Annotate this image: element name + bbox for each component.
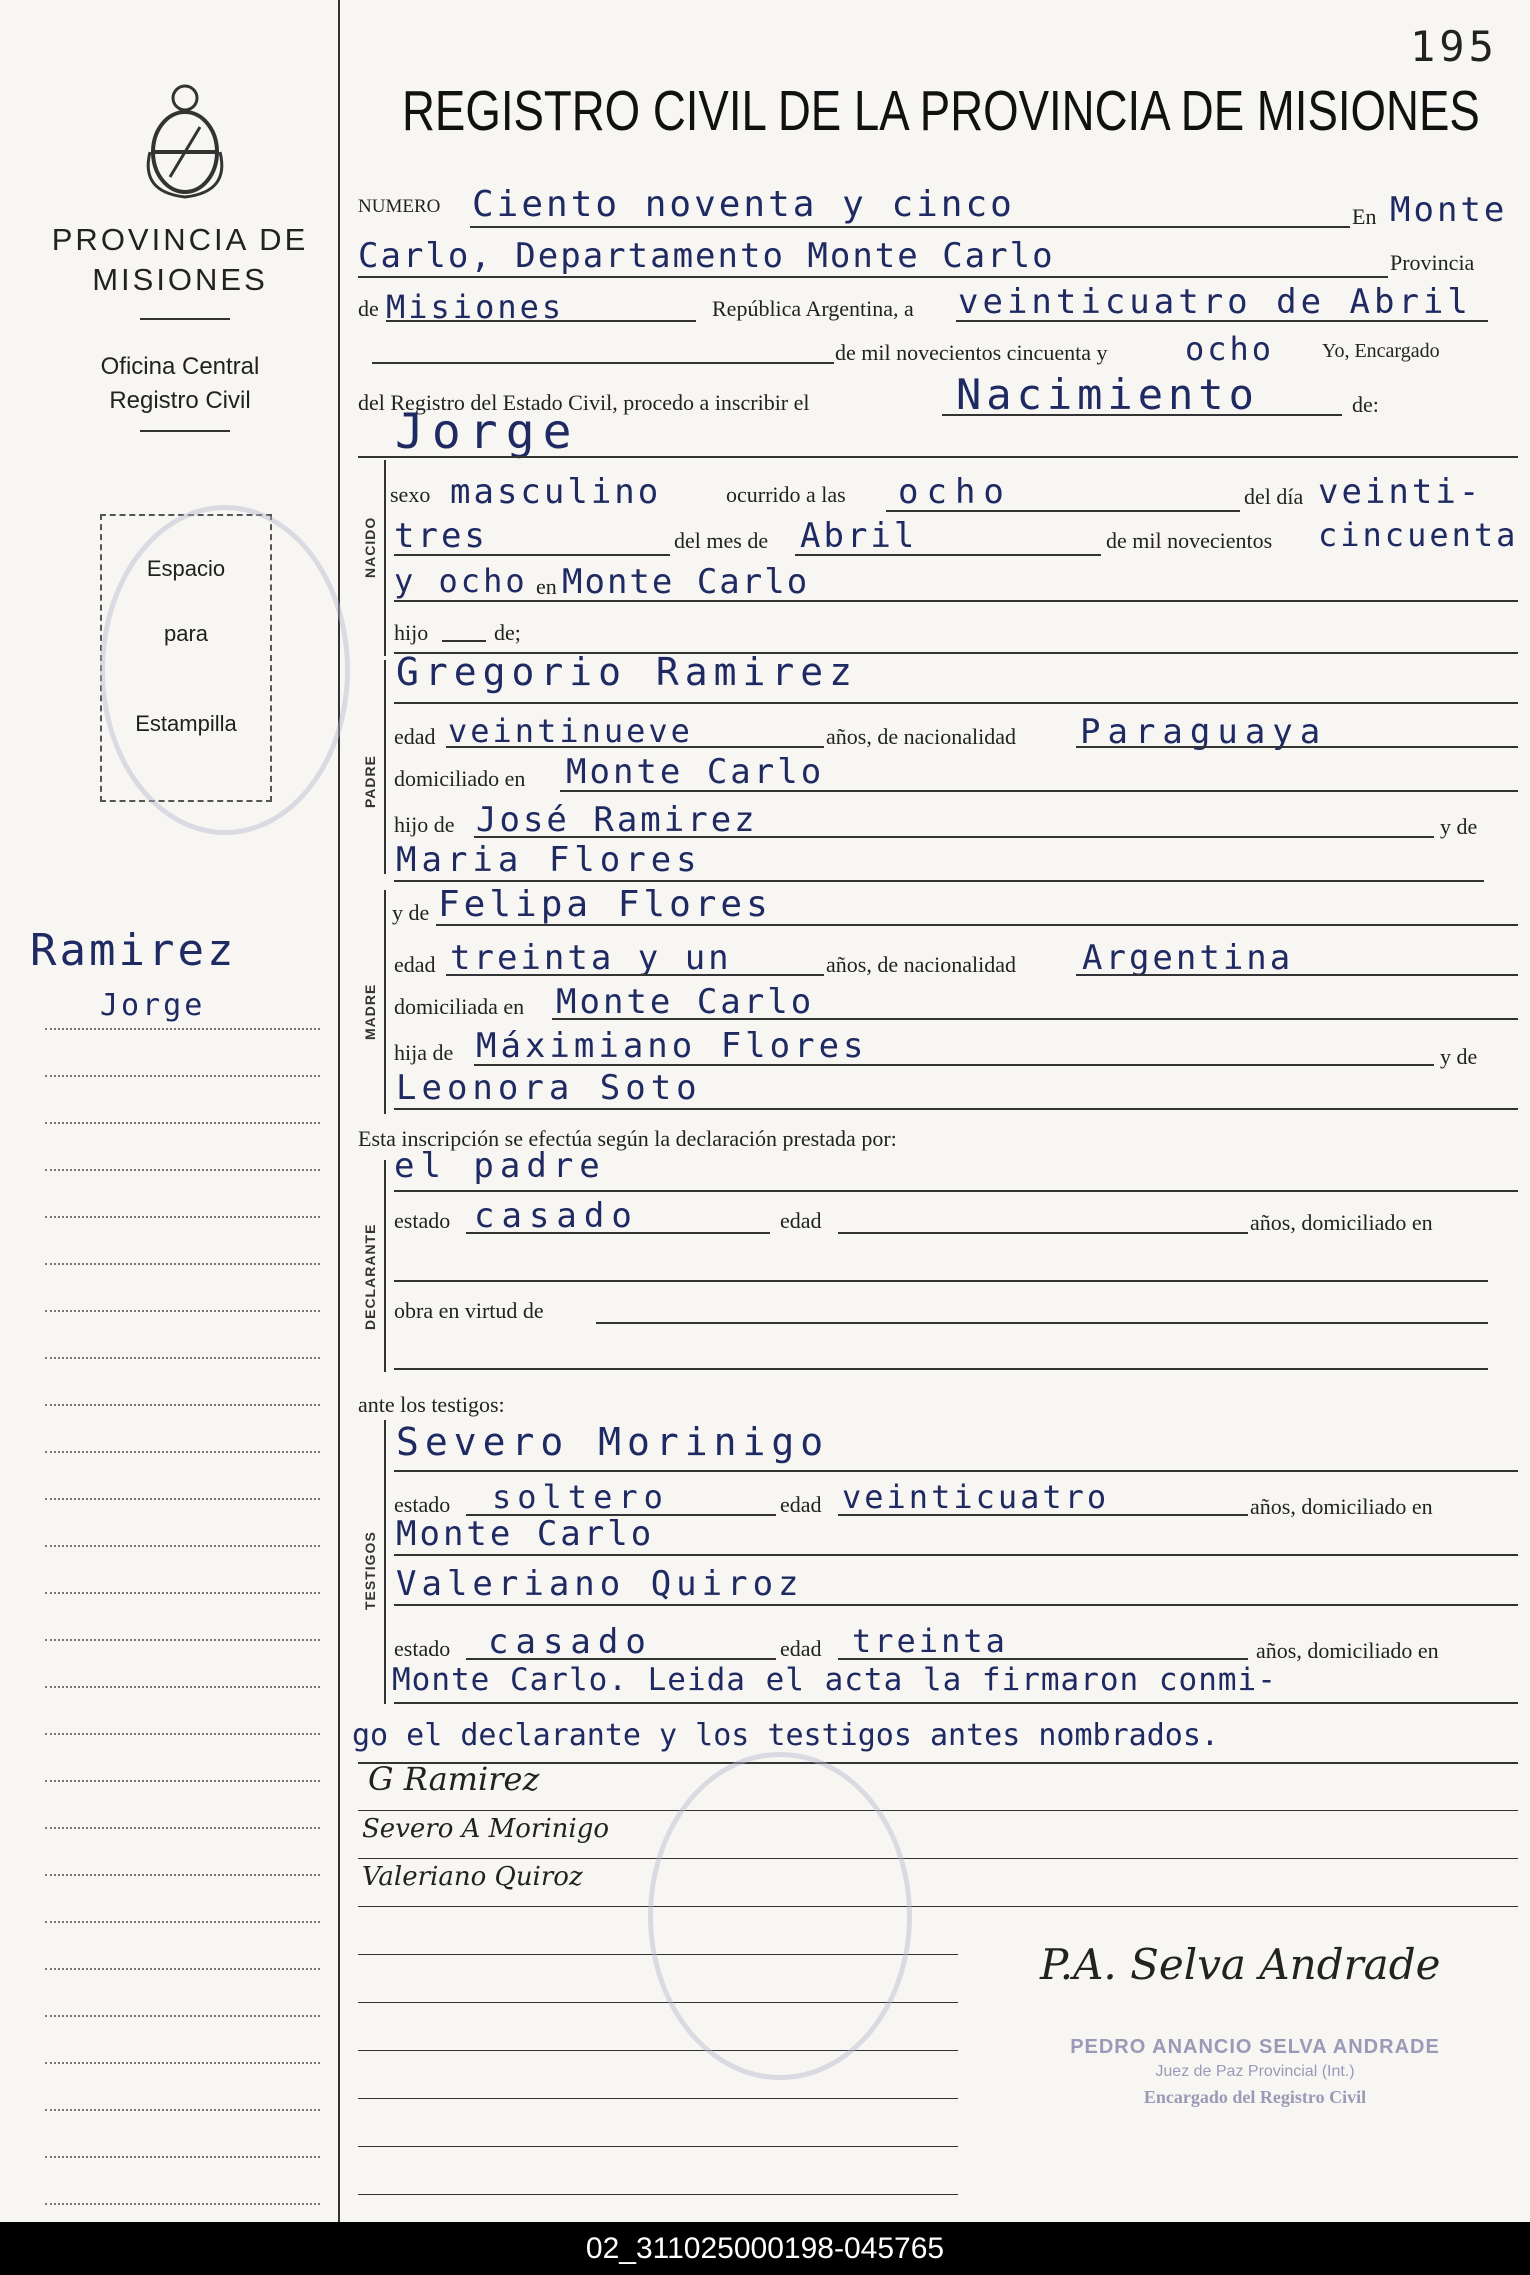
margin-line [45, 1075, 320, 1077]
margin-line [45, 2015, 320, 2017]
sidebar-province-line2: MISIONES [92, 262, 268, 297]
value-acto: Nacimiento [956, 370, 1259, 419]
margin-line [45, 1216, 320, 1218]
sidebar-province [30, 220, 330, 300]
margin-line [45, 1968, 320, 1970]
value-cierre2: go el declarante y los testigos antes nombrados. [352, 1718, 1219, 1753]
margin-line [45, 1686, 320, 1688]
footer-bar [0, 2222, 1530, 2275]
label-edad4: edad [780, 1492, 822, 1517]
value-cierre1: Monte Carlo. Leida el acta la firmaron conmi- [392, 1662, 1277, 1698]
label-estado3: estado [394, 1636, 451, 1661]
label-estado2: estado [394, 1492, 451, 1517]
margin-line [45, 1827, 320, 1829]
sign-line [358, 2194, 958, 2195]
value-padre-edad: veintinueve [448, 712, 693, 750]
label-en: En [1352, 204, 1377, 229]
line-padre-dom [560, 790, 1518, 792]
official-signature: P.A. Selva Andrade [1040, 1940, 1441, 1989]
value-padre-dom: Monte Carlo [566, 752, 825, 792]
sidebar-office-line2: Registro Civil [109, 387, 251, 414]
margin-line [45, 1921, 320, 1923]
line-abuelo-p [474, 836, 1434, 838]
sidebar-divider-2 [140, 430, 230, 432]
value-t2-edad: treinta [852, 1622, 1008, 1660]
margin-line [45, 1545, 320, 1547]
margin-line [45, 1639, 320, 1641]
line-madre-edad [446, 974, 824, 976]
label-registro: del Registro del Estado Civil, procedo a inscribir el [358, 390, 810, 415]
label-estado: estado [394, 1208, 451, 1233]
sidebar-office [30, 350, 330, 418]
line-abuela-p [394, 880, 1484, 882]
line-t1-edad [838, 1514, 1248, 1516]
line-hijo [442, 640, 486, 642]
line-decl-edad [838, 1232, 1248, 1234]
line-t2-edad [838, 1658, 1248, 1660]
line-numero [470, 226, 1350, 228]
stamp-box-line1: Espacio [146, 556, 226, 581]
page-number: 195 [1410, 22, 1498, 71]
line-abuela-m [394, 1108, 1518, 1110]
section-label-nacido: NACIDO [362, 516, 378, 578]
margin-line [45, 1122, 320, 1124]
line-fecha-cont [372, 362, 834, 364]
line-madre-dom [552, 1018, 1518, 1020]
value-padre-nac: Paraguaya [1080, 712, 1328, 752]
official-stamp-role: Juez de Paz Provincial (Int.) [1155, 2063, 1355, 2080]
registry-stamp-left [100, 505, 350, 835]
value-provincia: Misiones [386, 288, 565, 326]
line-padre-edad [446, 746, 824, 748]
line-madre-nac [1076, 974, 1518, 976]
line-dia [394, 554, 670, 556]
line-decl-estado [466, 1232, 770, 1234]
section-label-declarante: DECLARANTE [362, 1223, 378, 1330]
bracket-madre [384, 890, 386, 1114]
signature-2: Severo A Morinigo [362, 1814, 610, 1844]
label-republica: República Argentina, a [712, 296, 914, 321]
margin-line [45, 1404, 320, 1406]
label-obra: obra en virtud de [394, 1298, 544, 1323]
sidebar-divider [140, 318, 230, 320]
registry-stamp-bottom [648, 1752, 912, 2080]
official-stamp [1040, 2036, 1470, 2108]
margin-line [45, 2156, 320, 2158]
label-hijo: hijo [394, 620, 429, 645]
label-de2: de: [1352, 392, 1379, 417]
label-edad2: edad [394, 952, 436, 977]
label-de3: de; [494, 620, 521, 645]
label-domiciliada: domiciliada en [394, 994, 525, 1019]
margin-line [45, 2062, 320, 2064]
value-fecha: veinticuatro de Abril [958, 282, 1472, 322]
margin-line [45, 1874, 320, 1876]
line-cierre1 [394, 1702, 1518, 1704]
line-hora [886, 510, 1240, 512]
label-anos-nac: años, de nacionalidad [826, 724, 1016, 749]
value-anio2: y ocho [394, 562, 528, 600]
bracket-nacido [384, 460, 386, 656]
margin-line [45, 1780, 320, 1782]
line-t1-dom [394, 1554, 1518, 1556]
line-fecha [956, 320, 1488, 322]
label-y-de2: y de [392, 900, 430, 925]
line-padre [394, 702, 1518, 704]
label-domiciliado: domiciliado en [394, 766, 526, 791]
label-anos-dom3: años, domiciliado en [1256, 1638, 1439, 1663]
margin-line [45, 1498, 320, 1500]
label-yo: Yo, Encargado [1322, 340, 1440, 362]
line-mes [795, 554, 1101, 556]
value-declarante: el padre [394, 1146, 606, 1186]
value-anio1: cincuenta [1318, 516, 1519, 554]
sidebar-province-line1: PROVINCIA DE [51, 222, 309, 257]
value-abuelo-m: Máximiano Flores [476, 1026, 868, 1066]
value-abuela-m: Leonora Soto [396, 1068, 702, 1108]
label-edad3: edad [780, 1208, 822, 1233]
label-ocurrido: ocurrido a las [726, 482, 846, 507]
value-madre: Felipa Flores [438, 884, 772, 925]
sign-line [358, 2098, 958, 2099]
official-stamp-title: Encargado del Registro Civil [1143, 2087, 1367, 2107]
value-dia1: veinti- [1318, 472, 1483, 512]
label-inscripcion: Esta inscripción se efectúa según la declaración prestada por: [358, 1126, 897, 1151]
label-sexo: sexo [390, 482, 431, 507]
value-mes: Abril [800, 516, 918, 556]
line-t2-estado [466, 1658, 776, 1660]
value-place1: Monte [1390, 190, 1508, 230]
margin-line [45, 1310, 320, 1312]
label-anos-dom2: años, domiciliado en [1250, 1494, 1433, 1519]
value-abuelo-p: José Ramirez [476, 800, 758, 840]
bracket-padre [384, 660, 386, 874]
line-lugar [394, 600, 1518, 602]
label-numero: NUMERO [358, 196, 441, 217]
margin-name: Jorge [100, 988, 206, 1023]
label-y-de: y de [1440, 814, 1478, 839]
line-madre [436, 924, 1518, 926]
sign-line [358, 1858, 1518, 1859]
signature-3: Valeriano Quiroz [362, 1862, 583, 1892]
page-title: REGISTRO CIVIL DE LA PROVINCIA DE MISIONES [402, 79, 1480, 143]
value-t1-dom: Monte Carlo [396, 1514, 655, 1554]
label-del-dia: del día [1244, 484, 1304, 509]
value-t1-estado: soltero [492, 1478, 669, 1516]
margin-line [45, 1592, 320, 1594]
line-obra-cont [394, 1368, 1488, 1370]
margin-surname: Ramirez [30, 925, 237, 976]
margin-line [45, 1169, 320, 1171]
margin-line [45, 1733, 320, 1735]
value-madre-dom: Monte Carlo [556, 982, 815, 1022]
line-t2 [394, 1604, 1518, 1606]
line-padre-nac [1076, 746, 1518, 748]
line-declarante [394, 1190, 1518, 1192]
value-year: ocho [1185, 330, 1275, 368]
coat-of-arms-icon [140, 82, 230, 202]
line-acto [942, 414, 1342, 416]
section-label-testigos: TESTIGOS [362, 1531, 378, 1610]
value-nombre: Jorge [395, 404, 580, 460]
margin-line [45, 1028, 320, 1030]
sidebar-office-line1: Oficina Central [100, 353, 260, 380]
left-column-border [338, 0, 340, 2222]
value-t2: Valeriano Quiroz [396, 1564, 804, 1604]
label-ante: ante los testigos: [358, 1392, 505, 1417]
sign-line [358, 1810, 1518, 1811]
line-abuelo-m [474, 1064, 1434, 1066]
official-stamp-name: PEDRO ANANCIO SELVA ANDRADE [1070, 2036, 1440, 2058]
bracket-declarante [384, 1160, 386, 1372]
line-t1 [394, 1470, 1518, 1472]
value-hora: ocho [898, 472, 1012, 512]
margin-line [45, 1263, 320, 1265]
value-lugar-nac: Monte Carlo [562, 562, 810, 602]
stamp-box-line3: Estampilla [135, 711, 237, 736]
value-madre-nac: Argentina [1082, 938, 1294, 978]
value-sexo: masculino [450, 472, 662, 512]
value-place2: Carlo, Departamento Monte Carlo [358, 236, 1055, 276]
value-dia2: tres [394, 516, 488, 556]
sign-line [358, 2050, 958, 2051]
line-nombre [358, 456, 1518, 458]
label-edad5: edad [780, 1636, 822, 1661]
label-y-de3: y de [1440, 1044, 1478, 1069]
margin-line [45, 2203, 320, 2205]
label-en2: en [536, 574, 557, 599]
label-provincia: Provincia [1390, 250, 1475, 275]
margin-line [45, 2109, 320, 2111]
line-provincia [386, 320, 696, 322]
label-de: de [358, 296, 379, 321]
margin-line [45, 1357, 320, 1359]
value-decl-estado: casado [474, 1196, 639, 1236]
value-t1: Severo Morinigo [396, 1420, 830, 1464]
label-anos-nac2: años, de nacionalidad [826, 952, 1016, 977]
label-hijo-de: hijo de [394, 812, 455, 837]
sign-line [358, 1906, 1518, 1907]
label-del-mes: del mes de [674, 528, 769, 553]
value-padre: Gregorio Ramirez [396, 650, 859, 694]
value-abuela-p: Maria Flores [396, 840, 702, 880]
sign-line [358, 2146, 958, 2147]
label-anos-dom: años, domiciliado en [1250, 1210, 1433, 1235]
value-t1-edad: veinticuatro [842, 1478, 1110, 1516]
label-mil: de mil novecientos cincuenta y [835, 340, 1108, 365]
section-label-madre: MADRE [362, 983, 378, 1040]
line-obra [596, 1322, 1488, 1324]
line-place2 [358, 276, 1388, 278]
section-label-padre: PADRE [362, 755, 378, 808]
label-edad: edad [394, 724, 436, 749]
margin-line [45, 1451, 320, 1453]
value-numero: Ciento noventa y cinco [472, 184, 1015, 225]
label-mil2: de mil novecientos [1106, 528, 1273, 553]
value-t2-estado: casado [488, 1622, 653, 1662]
footer-id: 02_311025000198-045765 [585, 2232, 945, 2265]
label-hija-de: hija de [394, 1040, 454, 1065]
line-decl-dom [394, 1280, 1488, 1282]
bracket-testigos [384, 1420, 386, 1704]
stamp-box-line2: para [163, 621, 209, 646]
signature-1: G Ramirez [368, 1760, 540, 1798]
value-madre-edad: treinta y un [450, 938, 732, 978]
